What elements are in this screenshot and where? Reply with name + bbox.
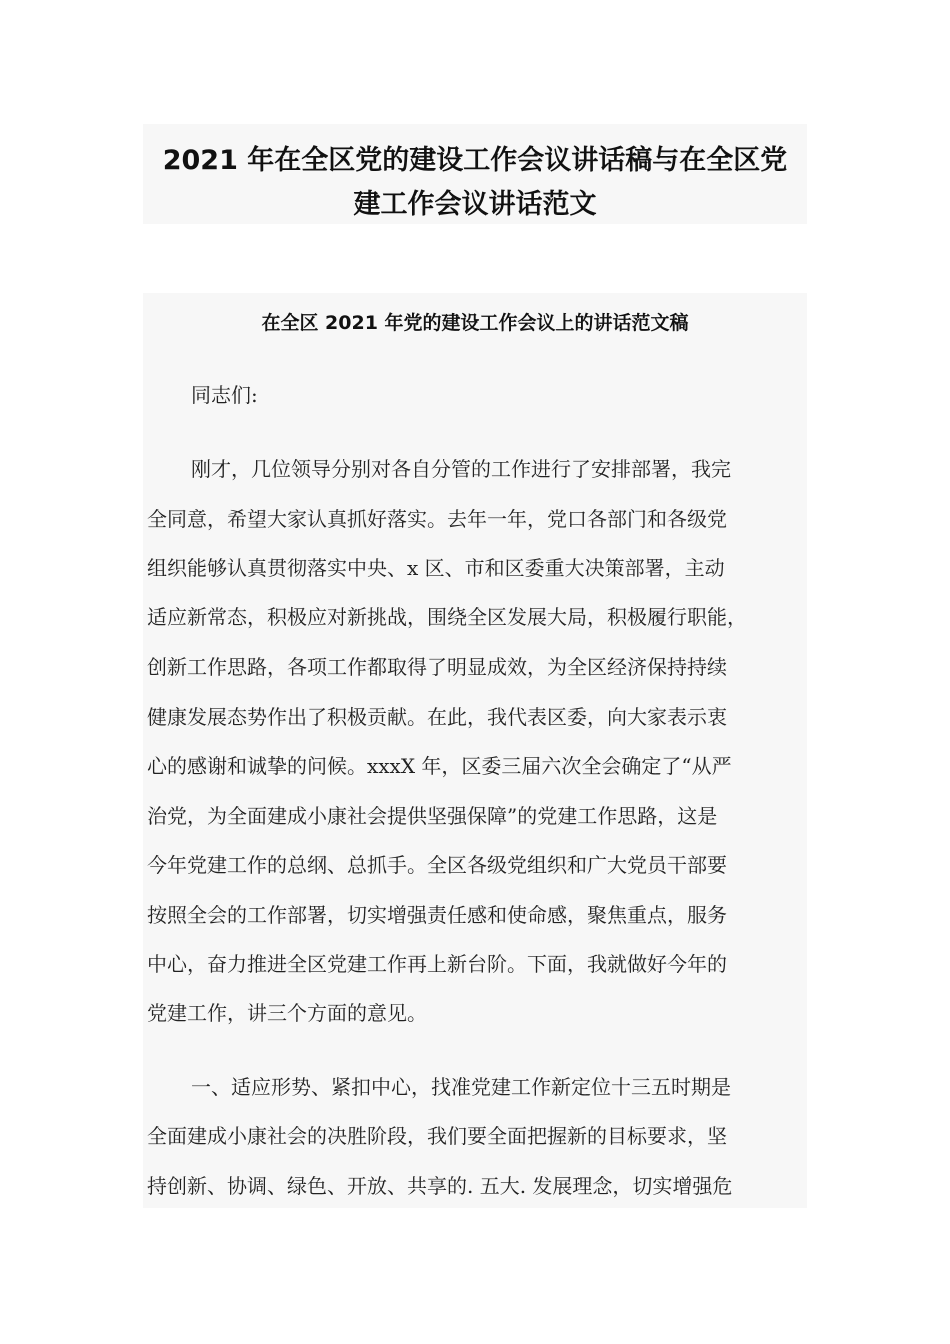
paragraph-1-line: 健康发展态势作出了积极贡献。在此，我代表区委，向大家表示衷 <box>147 705 727 729</box>
paragraph-1-line: 组织能够认真贯彻落实中央、x 区、市和区委重大决策部署，主动 <box>147 556 725 580</box>
paragraph-1-line: 中心，奋力推进全区党建工作再上新台阶。下面，我就做好今年的 <box>147 952 727 976</box>
paragraph-1-line: 全同意，希望大家认真抓好落实。去年一年，党口各部门和各级党 <box>147 507 727 531</box>
document-title-line-1: 2021 年在全区党的建设工作会议讲话稿与在全区党 <box>162 145 788 176</box>
paragraph-1-line: 按照全会的工作部署，切实增强责任感和使命感，聚焦重点，服务 <box>147 903 727 927</box>
salutation: 同志们: <box>191 383 258 407</box>
paragraph-1-line: 今年党建工作的总纲、总抓手。全区各级党组织和广大党员干部要 <box>147 853 727 877</box>
document-title-block <box>143 124 807 224</box>
paragraph-1-line: 党建工作，讲三个方面的意见。 <box>147 1001 427 1025</box>
paragraph-1-line: 刚才，几位领导分别对各自分管的工作进行了安排部署，我完 <box>191 457 731 481</box>
paragraph-1-line: 心的感谢和诚挚的问候。xxxX 年，区委三届六次全会确定了“从严 <box>147 754 732 778</box>
paragraph-1-line: 适应新常态，积极应对新挑战，围绕全区发展大局，积极履行职能， <box>147 605 747 629</box>
paragraph-2-line: 持创新、协调、绿色、开放、共享的. 五大. 发展理念，切实增强危 <box>147 1174 733 1198</box>
paragraph-2-line: 一、适应形势、紧扣中心，找准党建工作新定位十三五时期是 <box>191 1075 731 1099</box>
paragraph-1-line: 创新工作思路，各项工作都取得了明显成效，为全区经济保持持续 <box>147 655 727 679</box>
paragraph-1-line: 治党，为全面建成小康社会提供坚强保障”的党建工作思路，这是 <box>147 804 718 828</box>
document-title-line-2: 建工作会议讲话范文 <box>353 189 597 220</box>
paragraph-2-line: 全面建成小康社会的决胜阶段，我们要全面把握新的目标要求，坚 <box>147 1124 727 1148</box>
speech-title: 在全区 2021 年党的建设工作会议上的讲话范文稿 <box>261 312 689 334</box>
document-body <box>143 293 807 1208</box>
